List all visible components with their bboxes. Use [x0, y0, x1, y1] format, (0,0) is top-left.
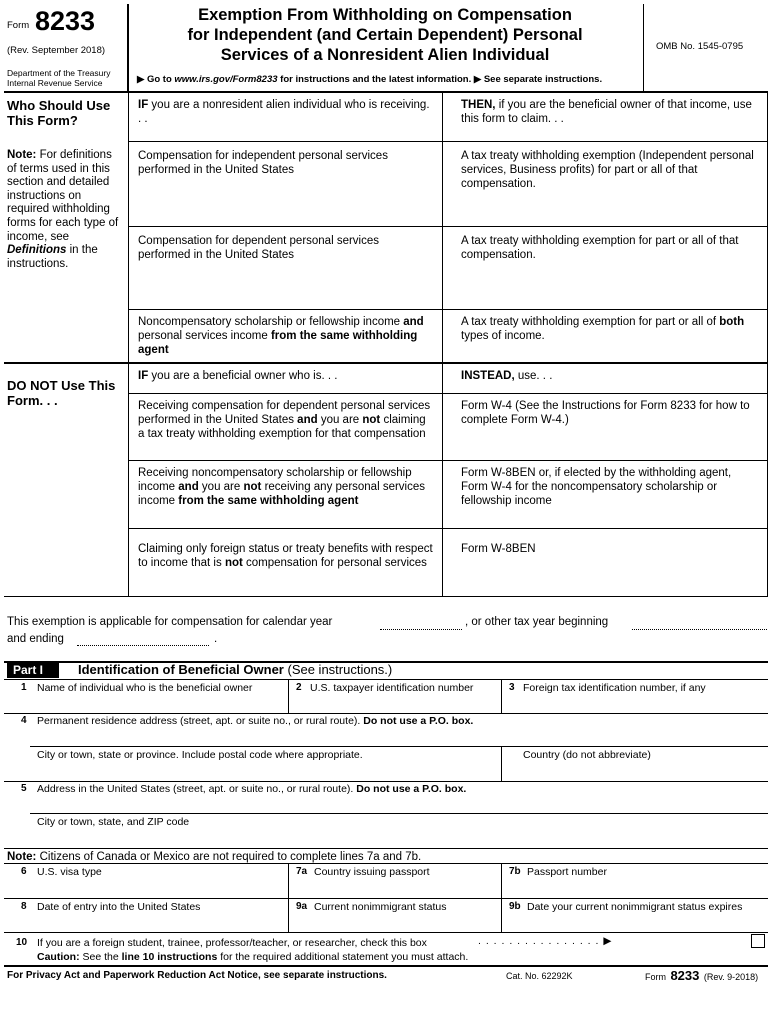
line-7a-label: Country issuing passport [314, 866, 430, 878]
form-number: 8233 [35, 6, 96, 36]
header-divider-left [127, 4, 129, 91]
line-number: 6 [21, 866, 27, 877]
tax-year-ending-field[interactable] [77, 645, 209, 646]
part-1-title: Identification of Beneficial Owner (See instructions.) [78, 662, 393, 677]
calendar-year-label: This exemption is applicable for compensation for calendar year [7, 616, 333, 628]
then-header: THEN, if you are the beneficial owner of that income, use this form to claim. . . [461, 99, 752, 125]
status-expiry-field[interactable] [505, 913, 765, 931]
omb-number: OMB No. 1545-0795 [656, 41, 744, 52]
who-should-heading: Who Should Use This Form? [7, 98, 111, 128]
row-rule [128, 141, 768, 142]
instructions-line: ▶ Go to www.irs.gov/Form8233 for instructions and the latest information. ▶ See separate instructions. [137, 74, 603, 85]
row-rule [4, 898, 768, 899]
part-1-tag: Part I [7, 663, 59, 678]
line-10-label: If you are a foreign student, trainee, professor/teacher, or researcher, check this box [37, 937, 427, 949]
us-tin-field[interactable] [292, 694, 498, 712]
line-1-label: Name of individual who is the beneficial owner [37, 682, 253, 694]
line-7b-label: Passport number [527, 866, 607, 878]
line-10-caution: Caution: See the line 10 instructions for the required additional statement you must attach. [37, 951, 469, 963]
form-title: Exemption From Withholding on Compensation for Independent (and Certain Dependent) Personal Services of a Nonresident Alien Individual [187, 6, 583, 64]
line-number: 5 [21, 783, 27, 794]
line-10-leader: . . . . . . . . . . . . . . . . ▶ [478, 935, 613, 947]
line-3-label: Foreign tax identification number, if any [523, 682, 706, 694]
do-not-row-3-right: Form W-8BEN [461, 543, 536, 555]
beneficial-owner-name-field[interactable] [30, 694, 285, 712]
form-word: Form [7, 20, 30, 31]
line-6-label: U.S. visa type [37, 866, 102, 878]
permanent-country-field[interactable] [505, 762, 765, 780]
who-should-note: Note: For definitions of terms used in this section and detailed instructions on required withholding forms for each type of income, see Definitions in the instructions. [7, 149, 119, 270]
col-rule [501, 679, 502, 713]
row-rule [128, 226, 768, 227]
privacy-notice: For Privacy Act and Paperwork Reduction Act Notice, see separate instructions. [7, 970, 387, 981]
us-city-field[interactable] [30, 830, 765, 847]
if-header: IF you are a nonresident alien individual who is receiving. . . [138, 99, 430, 125]
line-4-label: Permanent residence address (street, apt. or suite no., or rural route). Do not use a P.O. box. [37, 715, 474, 727]
who-row-1-left: Compensation for independent personal services performed in the United States [138, 150, 388, 176]
col-rule [288, 679, 289, 713]
who-row-2-left: Compensation for dependent personal services performed in the United States [138, 235, 380, 261]
row-rule [30, 746, 768, 747]
line-5-label: Address in the United States (street, apt. or suite no., or rural route). Do not use a P.O. box. [37, 783, 467, 795]
col-rule [501, 746, 502, 781]
line-number: 9b [509, 901, 521, 912]
do-not-row-1-right: Form W-4 (See the Instructions for Form 8233 for how to complete Form W-4.) [461, 400, 750, 426]
table-center-divider [442, 91, 443, 596]
row-rule [4, 679, 768, 680]
visa-type-field[interactable] [30, 879, 285, 897]
entry-date-field[interactable] [30, 913, 285, 931]
line-number: 4 [21, 715, 27, 726]
ending-period: . [214, 633, 218, 645]
tax-year-beginning-label: , or other tax year beginning [465, 616, 609, 628]
who-row-3-right: A tax treaty withholding exemption for part or all of both types of income. [461, 316, 745, 342]
line-number: 1 [21, 682, 27, 693]
department: Department of the Treasury [7, 68, 111, 78]
student-checkbox[interactable] [751, 934, 765, 948]
row-rule [128, 393, 768, 394]
header-divider-right [643, 4, 644, 91]
row-rule [4, 932, 768, 933]
section-rule [4, 362, 768, 364]
catalog-number: Cat. No. 62292K [506, 971, 573, 981]
permanent-address-field[interactable] [30, 728, 765, 745]
do-not-row-2-left: Receiving noncompensatory scholarship or fellowship income and you are not receiving any personal services income from the same withholding agent [138, 467, 426, 507]
line-8-label: Date of entry into the United States [37, 901, 201, 913]
calendar-year-field[interactable] [380, 629, 462, 630]
permanent-city-field[interactable] [30, 762, 498, 780]
line-number: 9a [296, 901, 308, 912]
header-bottom-rule [4, 91, 768, 93]
ending-label: and ending [7, 633, 64, 645]
who-row-2-right: A tax treaty withholding exemption for part or all of that compensation. [461, 235, 739, 261]
line-9b-label: Date your current nonimmigrant status expires [527, 901, 743, 913]
row-rule [4, 848, 768, 849]
us-address-field[interactable] [30, 796, 765, 813]
table-left-border [128, 91, 129, 596]
revision-date: (Rev. September 2018) [7, 45, 106, 56]
line-number: 7a [296, 866, 308, 877]
foreign-tin-field[interactable] [505, 694, 765, 712]
line-number: 3 [509, 682, 515, 693]
nonimmigrant-status-field[interactable] [292, 913, 498, 931]
row-rule [4, 781, 768, 782]
passport-country-field[interactable] [292, 879, 498, 897]
do-not-row-2-right: Form W-8BEN or, if elected by the withholding agent, Form W-4 for the noncompensatory scholarship or fellowship income [461, 467, 732, 507]
row-rule [128, 460, 768, 461]
do-not-row-3-left: Claiming only foreign status or treaty benefits with respect to income that is not compensation for personal services [138, 543, 433, 569]
do-not-if-header: IF you are a beneficial owner who is. . . [138, 370, 338, 382]
section-rule [4, 596, 768, 597]
line-4-city-label: City or town, state or province. Include postal code where appropriate. [37, 749, 363, 761]
line-5-city-label: City or town, state, and ZIP code [37, 816, 190, 828]
line-number: 2 [296, 682, 302, 693]
line-4-country-label: Country (do not abbreviate) [523, 749, 651, 761]
row-rule [30, 813, 768, 814]
line-number: 10 [16, 937, 28, 948]
line-9a-label: Current nonimmigrant status [314, 901, 447, 913]
line-number: 8 [21, 901, 27, 912]
row-rule [128, 528, 768, 529]
footer-form-id: Form 8233 (Rev. 9-2018) [645, 968, 759, 983]
table-right-border [767, 91, 768, 596]
row-rule [4, 713, 768, 714]
agency: Internal Revenue Service [7, 78, 103, 88]
do-not-use-heading: DO NOT Use This Form. . . [7, 378, 116, 408]
do-not-row-1-left: Receiving compensation for dependent personal services performed in the United States and you are not claiming a tax treaty withholding exemption for that compensation [138, 400, 431, 440]
line-2-label: U.S. taxpayer identification number [310, 682, 474, 694]
canada-mexico-note: Note: Citizens of Canada or Mexico are not required to complete lines 7a and 7b. [7, 851, 422, 863]
who-row-3-left: Noncompensatory scholarship or fellowship income and personal services income from the same withholding agent [138, 316, 424, 356]
row-rule [128, 309, 768, 310]
line-number: 7b [509, 866, 521, 877]
tax-year-beginning-field[interactable] [632, 629, 767, 630]
who-row-1-right: A tax treaty withholding exemption (Independent personal services, Business profits) for part or all of that compensation. [461, 150, 754, 190]
irs-link[interactable]: www.irs.gov/Form8233 [174, 74, 278, 85]
instead-header: INSTEAD, use. . . [461, 370, 553, 382]
passport-number-field[interactable] [505, 879, 765, 897]
row-rule [4, 863, 768, 864]
